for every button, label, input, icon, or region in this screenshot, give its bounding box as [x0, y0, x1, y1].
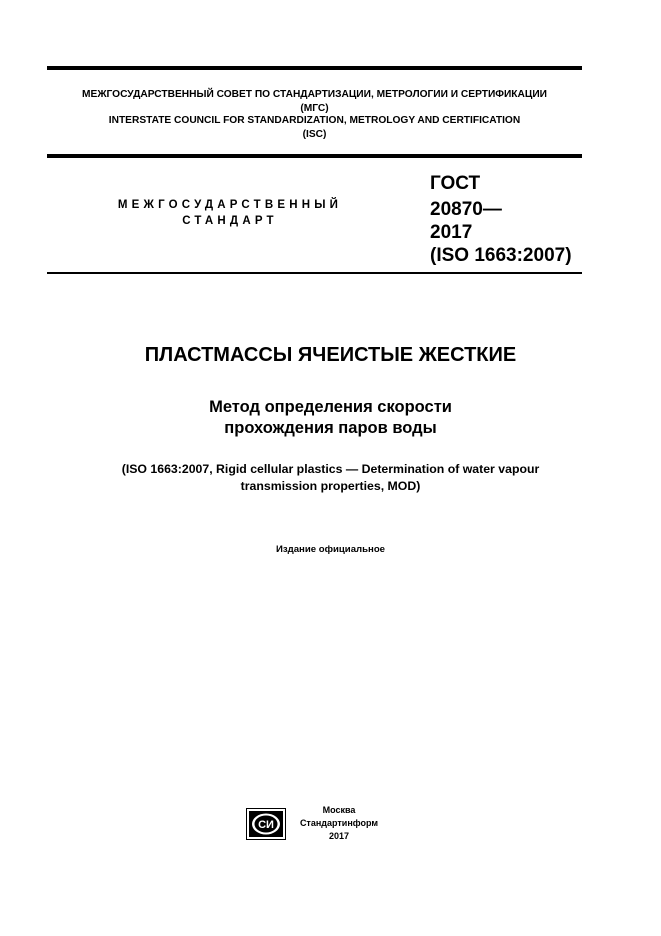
council-name-en	[47, 114, 582, 142]
top-rule	[47, 66, 582, 70]
standard-type-line-2: СТАНДАРТ	[182, 215, 278, 227]
edition-note: Издание официальное	[275, 544, 386, 555]
gost-number: 20870—	[430, 199, 502, 220]
document-subtitle-line-1: Метод определения скорости	[209, 398, 452, 416]
iso-equivalent-line-1: (ISO 1663:2007, Rigid cellular plastics — Determination of water vapour	[121, 462, 540, 476]
gost-prefix: ГОСТ	[430, 173, 481, 194]
thin-rule	[47, 272, 582, 274]
standartinform-logo-icon	[246, 808, 286, 840]
council-en-line-1: INTERSTATE COUNCIL FOR STANDARDIZATION, METROLOGY AND CERTIFICATION	[108, 115, 521, 126]
standard-type-line-1: МЕЖГОСУДАРСТВЕННЫЙ	[117, 199, 343, 211]
council-en-line-2: (ISC)	[302, 129, 327, 140]
council-ru-line-1: МЕЖГОСУДАРСТВЕННЫЙ СОВЕТ ПО СТАНДАРТИЗАЦИИ, МЕТРОЛОГИИ И СЕРТИФИКАЦИИ	[82, 89, 547, 100]
document-title: ПЛАСТМАССЫ ЯЧЕИСТЫЕ ЖЕСТКИЕ	[144, 344, 517, 366]
publisher-name: Стандартинформ	[299, 818, 379, 828]
publisher-city: Москва	[322, 805, 356, 815]
logo-mark: СИ	[258, 819, 274, 831]
council-ru-line-2: (МГС)	[300, 103, 329, 114]
gost-iso-reference: (ISO 1663:2007)	[430, 245, 572, 266]
middle-rule	[47, 154, 582, 158]
document-subtitle-line-2: прохождения паров воды	[224, 419, 437, 437]
iso-equivalent-line-2: transmission properties, MOD)	[240, 479, 421, 493]
gost-year: 2017	[430, 222, 473, 243]
publisher-year: 2017	[328, 831, 350, 841]
council-name-ru	[47, 88, 582, 116]
